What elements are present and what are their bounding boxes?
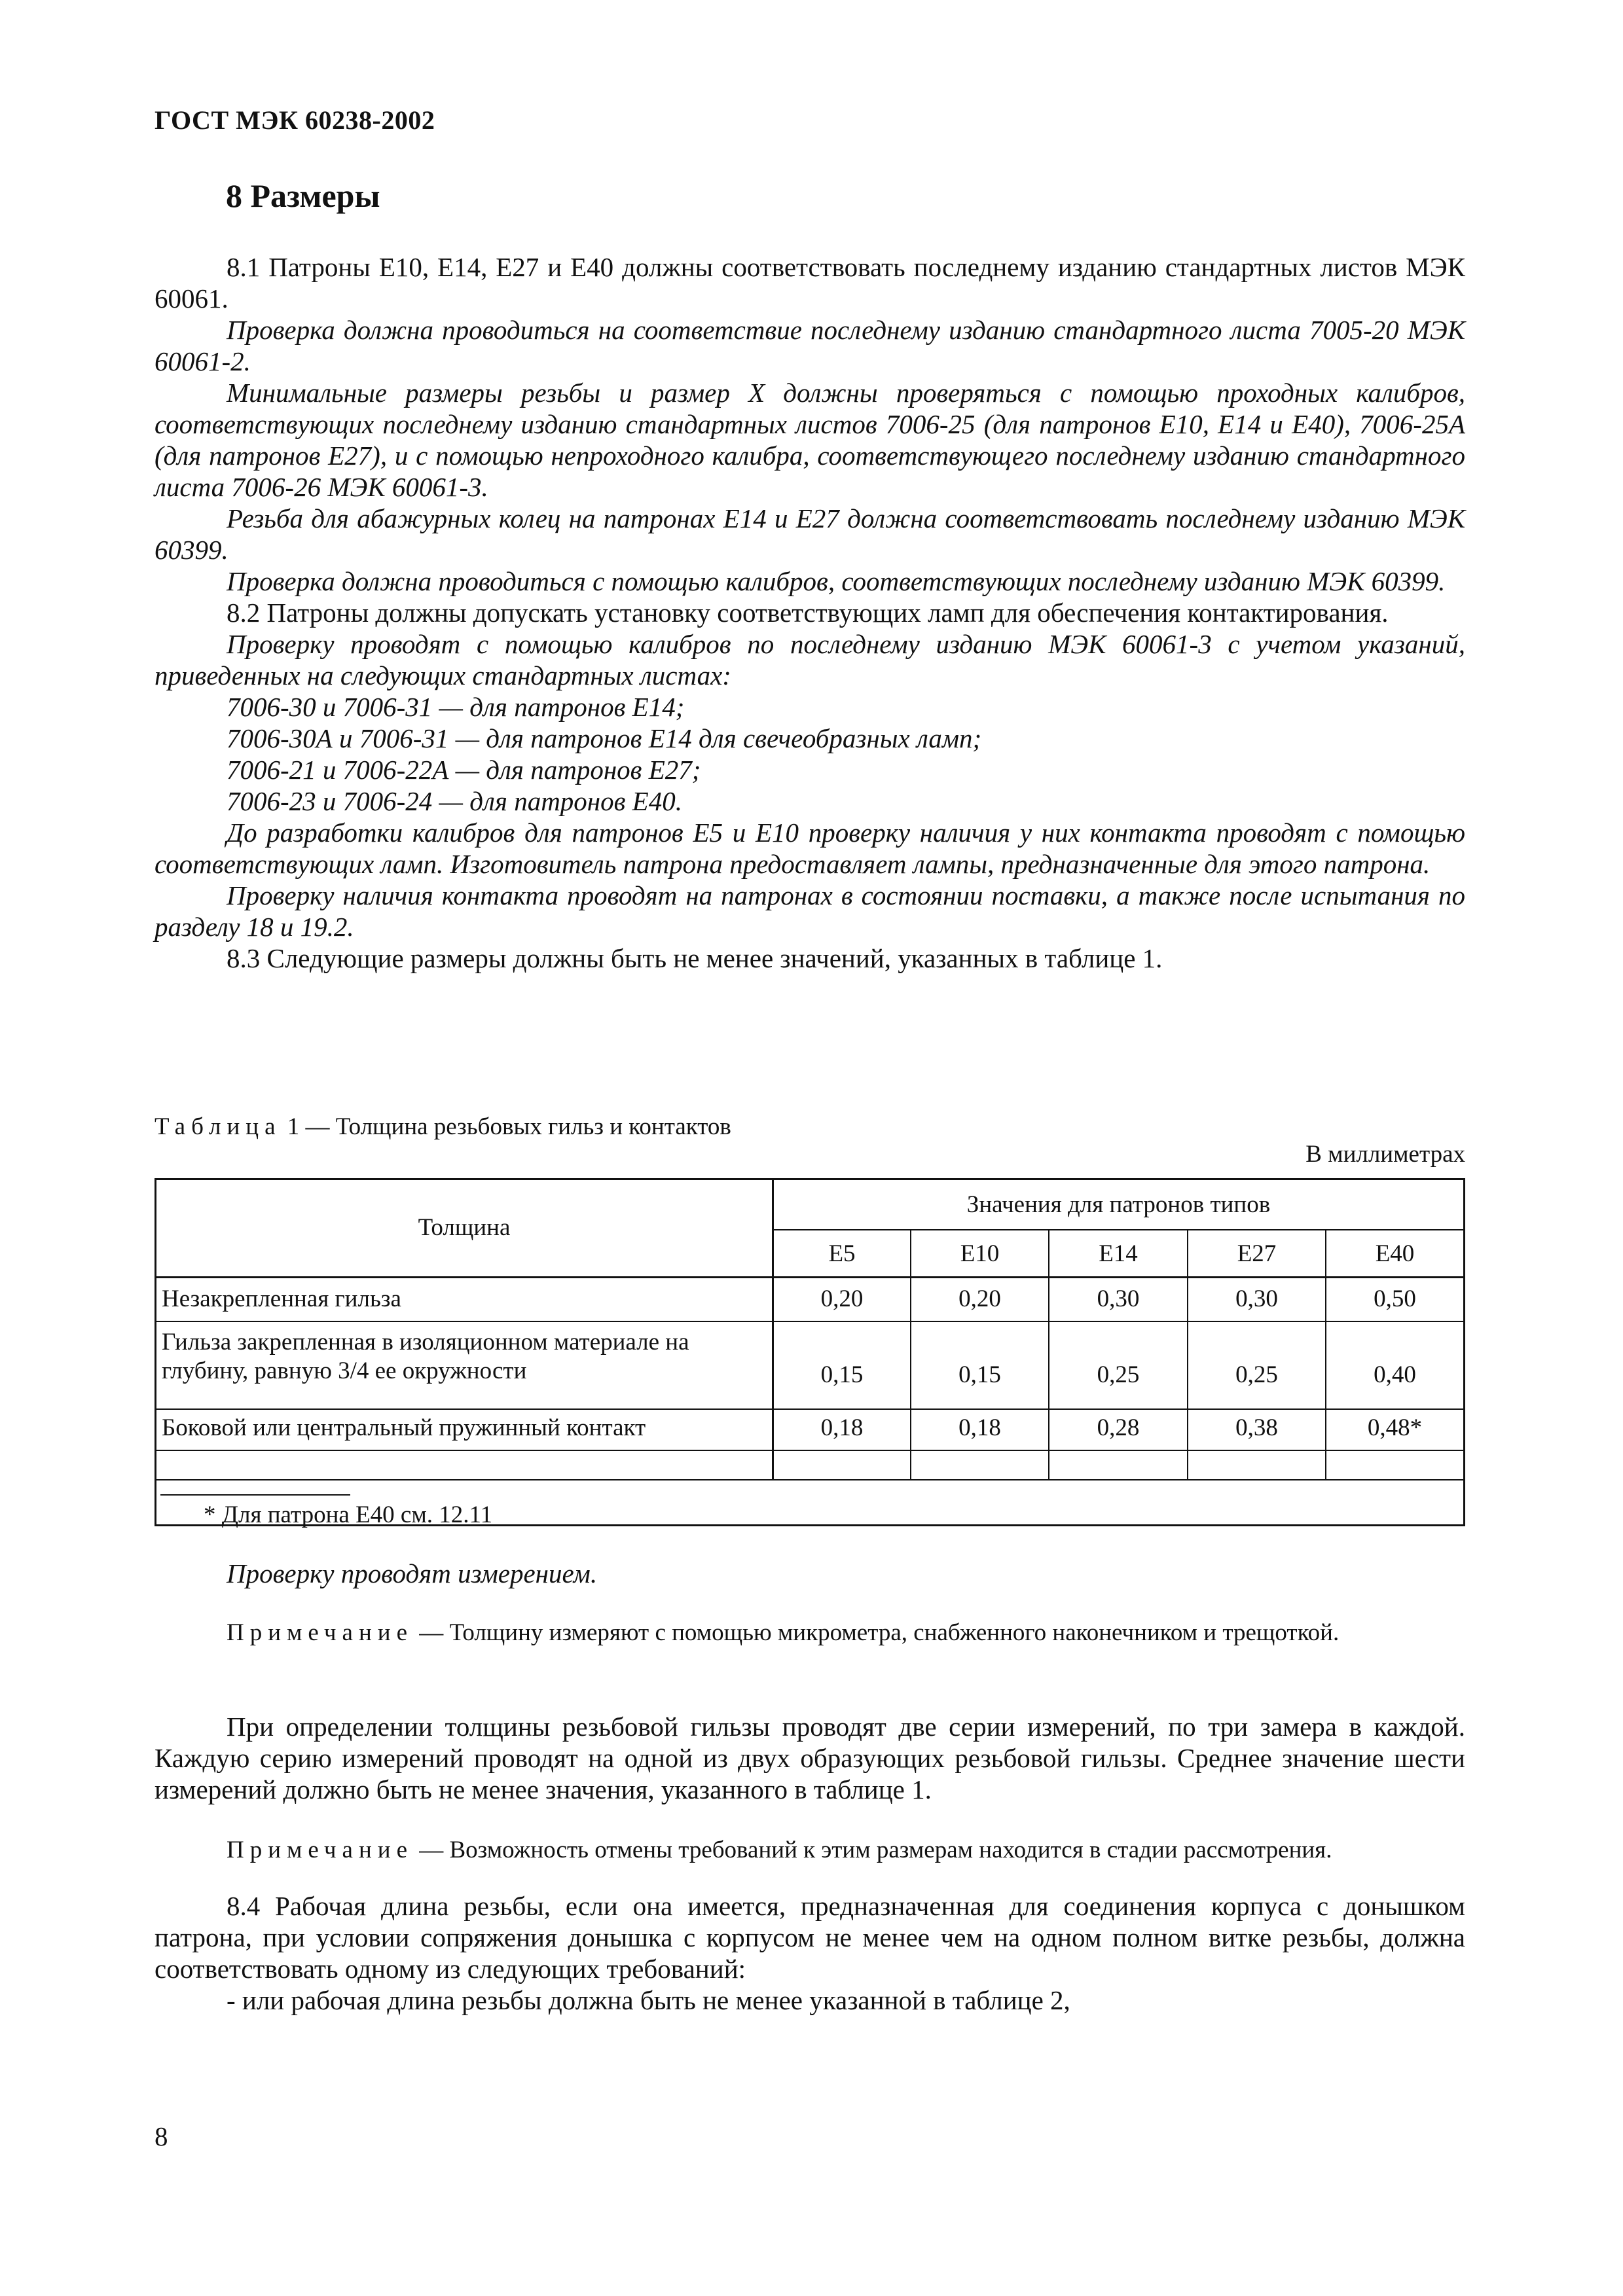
check-paragraph: Минимальные размеры резьбы и размер X должны проверяться с помощью проходных калибров, соответствующих последнему изданию стандартных листов 7006-25 (для патронов E10, E14 и E40), 7006-25А (для патронов E27), и с помощью непроходного калибра, соответствующего последнему изданию стандартного листа 7006-26 МЭК 60061-3. xyxy=(155,378,1465,502)
note-label: Примечание xyxy=(227,1619,413,1646)
paragraph-8-3: 8.3 Следующие размеры должны быть не менее значений, указанных в таблице 1. xyxy=(227,943,1163,973)
header-values: Значения для патронов типов xyxy=(966,1191,1271,1218)
paragraph-8-2: 8.2 Патроны должны допускать установку соответствующих ламп для обеспечения контактирования. xyxy=(227,598,1389,628)
table-cell: 0,30 xyxy=(1097,1285,1140,1312)
table-caption-text: 1 — Толщина резьбовых гильз и контактов xyxy=(281,1113,731,1140)
table-divider xyxy=(156,1321,1463,1322)
table-cell: 0,15 xyxy=(958,1361,1001,1388)
column-header-e10: E10 xyxy=(960,1240,1000,1267)
column-header-e5: E5 xyxy=(828,1240,856,1267)
paragraph-8-4-block xyxy=(155,1890,1465,2016)
table-cell: 0,20 xyxy=(820,1285,864,1312)
table-divider xyxy=(156,1408,1463,1410)
table-divider xyxy=(156,1276,1463,1278)
e5-e10-paragraph: До разработки калибров для патронов E5 и E10 проверку наличия у них контакта проводят с помощью соответствующих ламп. Изготовитель патрона предоставляет лампы, предназначенные для этого патрона. xyxy=(155,817,1465,879)
column-header-e40: E40 xyxy=(1375,1240,1415,1267)
standard-sheet-item: 7006-30А и 7006-31 — для патронов E14 для свечеобразных ламп; xyxy=(227,723,982,753)
thread-paragraph: Резьба для абажурных колец на патронах E14 и E27 должна соответствовать последнему изданию МЭК 60399. xyxy=(155,503,1465,565)
standard-sheet-item: 7006-30 и 7006-31 — для патронов E14; xyxy=(227,692,685,722)
table-cell: 0,25 xyxy=(1097,1361,1140,1388)
table-footnote: * Для патрона E40 см. 12.11 xyxy=(204,1501,493,1528)
table-units: В миллиметрах xyxy=(1305,1141,1465,1168)
note-micrometer xyxy=(155,1617,1465,1649)
standard-code-header: ГОСТ МЭК 60238-2002 xyxy=(155,105,435,135)
table-cell: 0,38 xyxy=(1235,1414,1278,1441)
table-cell: 0,48* xyxy=(1367,1414,1423,1441)
footnote-rule xyxy=(160,1494,350,1496)
table-divider xyxy=(156,1479,1463,1480)
requirement-bullet: - или рабочая длина резьбы должна быть не менее указанной в таблице 2, xyxy=(227,1985,1070,2015)
table-cell: 0,18 xyxy=(820,1414,864,1441)
thickness-table xyxy=(155,1178,1465,1526)
check-paragraph: Проверку проводят с помощью калибров по последнему изданию МЭК 60061-3 с учетом указаний, приведенных на следующих стандартных листах: xyxy=(155,629,1465,691)
standard-sheet-item: 7006-23 и 7006-24 — для патронов E40. xyxy=(227,786,682,816)
table-cell: 0,28 xyxy=(1097,1414,1140,1441)
table-caption-label: Таблица xyxy=(155,1113,282,1140)
note-cancellation xyxy=(155,1834,1465,1867)
delivery-check-paragraph: Проверку наличия контакта проводят на патронах в состоянии поставки, а также после испытания по разделу 18 и 19.2. xyxy=(155,880,1465,942)
header-thickness: Толщина xyxy=(418,1214,511,1241)
row-label: Гильза закрепленная в изоляционном материале на xyxy=(162,1329,689,1355)
measurement-paragraph: При определении толщины резьбовой гильзы проводят две серии измерений, по три замера в каждой. Каждую серию измерений проводят на одной из двух образующих резьбовой гильзы. Среднее значение шести измерений должно быть не менее значения, указанного в таблице 1. xyxy=(155,1712,1465,1804)
paragraph-8-4: 8.4 Рабочая длина резьбы, если она имеется, предназначенная для соединения корпуса с донышком патрона, при условии сопряжения донышка с корпусом не менее чем на одном полном витке резьбы, должна соответствовать одному из следующих требований: xyxy=(155,1891,1465,1984)
note-text: — Толщину измеряют с помощью микрометра, снабженного наконечником и трещоткой. xyxy=(413,1619,1340,1646)
table-cell: 0,15 xyxy=(820,1361,864,1388)
table-caption xyxy=(155,1113,731,1141)
table-cell: 0,20 xyxy=(958,1285,1001,1312)
row-label: Боковой или центральный пружинный контакт xyxy=(162,1414,646,1441)
check-paragraph: Проверка должна проводиться на соответствие последнему изданию стандартного листа 7005-20 МЭК 60061-2. xyxy=(155,315,1465,376)
row-label: глубину, равную 3/4 ее окружности xyxy=(162,1357,527,1384)
column-header-e27: E27 xyxy=(1237,1240,1277,1267)
table-divider xyxy=(772,1229,1463,1230)
table-cell: 0,40 xyxy=(1374,1361,1416,1388)
measurement-check: Проверку проводят измерением. xyxy=(227,1558,598,1588)
column-header-e14: E14 xyxy=(1099,1240,1138,1267)
note-text: — Возможность отмены требований к этим размерам находится в стадии рассмотрения. xyxy=(413,1837,1332,1863)
check-paragraph: Проверка должна проводиться с помощью калибров, соответствующих последнему изданию МЭК 60399. xyxy=(227,566,1446,596)
note-label: Примечание xyxy=(227,1837,413,1863)
table-cell: 0,25 xyxy=(1235,1361,1278,1388)
section-body xyxy=(155,251,1465,974)
section-title: 8 Размеры xyxy=(226,177,380,214)
table-cell: 0,30 xyxy=(1235,1285,1278,1312)
table-divider xyxy=(156,1450,1463,1451)
page-number: 8 xyxy=(155,2121,168,2151)
table-cell: 0,18 xyxy=(958,1414,1001,1441)
row-label: Незакрепленная гильза xyxy=(162,1285,401,1312)
standard-sheet-item: 7006-21 и 7006-22А — для патронов E27; xyxy=(227,755,701,785)
paragraph-8-1: 8.1 Патроны E10, E14, E27 и E40 должны соответствовать последнему изданию стандартных листов МЭК 60061. xyxy=(155,252,1465,314)
table-cell: 0,50 xyxy=(1374,1285,1416,1312)
